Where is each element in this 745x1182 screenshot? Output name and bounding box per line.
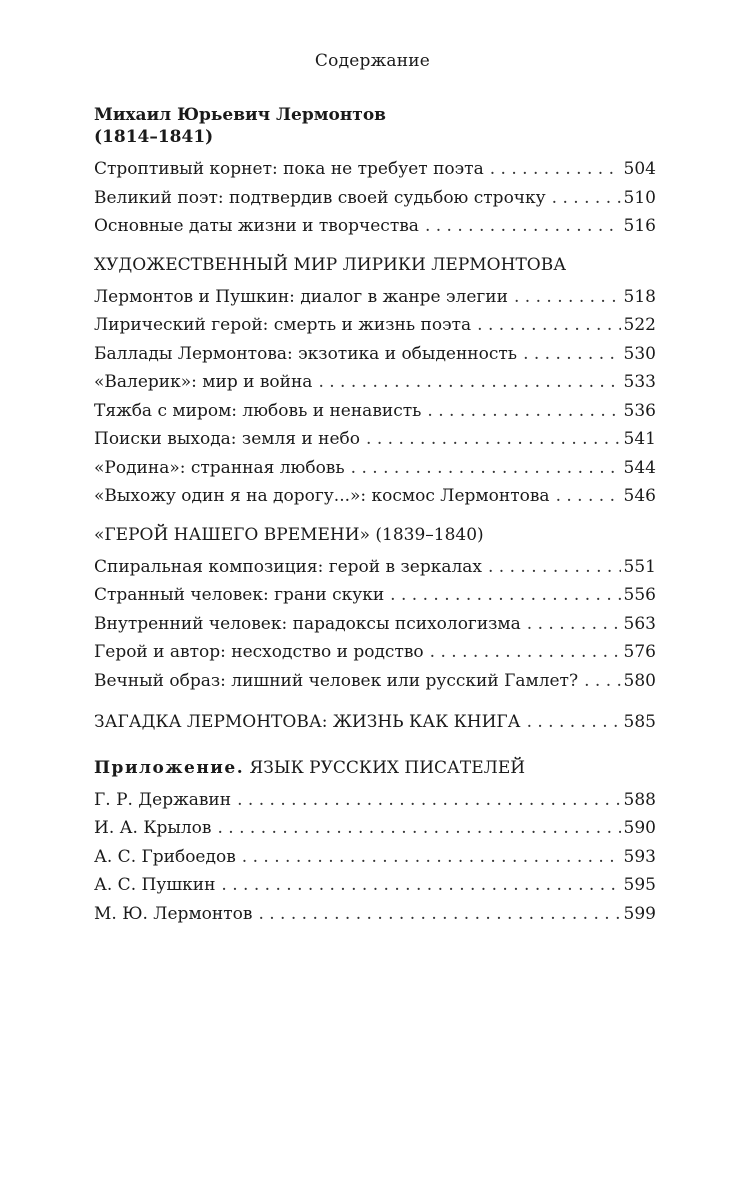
toc-entry[interactable] (94, 843, 656, 872)
toc-entry-page: 518 (623, 286, 656, 307)
section-heading (94, 104, 656, 148)
dot-leader (488, 553, 621, 582)
toc-entry-page: 588 (623, 789, 656, 810)
dot-leader (523, 340, 620, 369)
toc-entry-page: 580 (623, 670, 656, 691)
toc-entry-page: 551 (623, 556, 656, 577)
toc-entry[interactable] (94, 283, 656, 312)
toc-entry[interactable] (94, 553, 656, 582)
dot-leader (221, 871, 620, 900)
toc-entry[interactable] (94, 871, 656, 900)
toc-entry-page: 510 (623, 187, 656, 208)
section-heading: «ГЕРОЙ НАШЕГО ВРЕМЕНИ» (1839–1840) (94, 524, 484, 545)
toc-entry-title: А. С. Пушкин (94, 875, 216, 895)
section-heading (94, 757, 656, 779)
dot-leader (430, 638, 621, 667)
toc-entry-page: 585 (623, 712, 656, 732)
section-heading-author: Михаил Юрьевич Лермонтов (94, 105, 386, 125)
toc-entry-title: Странный человек: грани скуки (94, 585, 385, 605)
toc-entry-title: Поиски выхода: земля и небо (94, 429, 361, 449)
dot-leader (556, 482, 621, 511)
toc-entry-page: 504 (623, 159, 656, 179)
toc-entry-title: Спиральная композиция: герой в зеркалах (94, 556, 482, 577)
appendix-label: Приложение. (94, 757, 245, 778)
toc-entry[interactable] (94, 814, 656, 843)
toc-entry-title: «Родина»: странная любовь (94, 457, 345, 478)
toc-entry[interactable] (94, 340, 656, 369)
toc-entry-title: «Валерик»: мир и война (94, 372, 313, 392)
section-heading: ХУДОЖЕСТВЕННЫЙ МИР ЛИРИКИ ЛЕРМОНТОВА (94, 254, 567, 275)
toc-entry-title: Великий поэт: подтвердив своей судьбою строчку (94, 187, 546, 208)
toc-entry-title: Вечный образ: лишний человек или русский Гамлет? (94, 670, 579, 691)
toc-entry-page: 593 (623, 846, 656, 867)
dot-leader (552, 184, 621, 213)
toc-entry-page: 563 (623, 613, 656, 634)
dot-leader (351, 454, 621, 483)
appendix-title: ЯЗЫК РУССКИХ ПИСАТЕЛЕЙ (244, 757, 526, 778)
toc-entry[interactable] (94, 786, 656, 815)
section-heading-years: (1814–1841) (94, 127, 214, 147)
toc-entry-page: 544 (623, 457, 656, 478)
toc-entry[interactable] (94, 184, 656, 213)
toc-entry[interactable] (94, 397, 656, 426)
toc-entry-title: Баллады Лермонтова: экзотика и обыденность (94, 343, 518, 364)
dot-leader (242, 843, 621, 872)
toc-entry[interactable] (94, 454, 656, 483)
toc-entry-page: 541 (623, 429, 656, 449)
toc-entry-page: 599 (623, 903, 656, 924)
dot-leader (427, 397, 620, 426)
toc-entry[interactable] (94, 610, 656, 639)
toc-section-lyrics (94, 254, 656, 511)
dot-leader (527, 610, 621, 639)
dot-leader (318, 368, 620, 397)
toc-entry[interactable] (94, 311, 656, 340)
toc-entry-title: Лирический герой: смерть и жизнь поэта (94, 315, 472, 335)
toc-entry-title: Строптивый корнет: пока не требует поэта (94, 159, 484, 179)
page-title: Содержание (314, 51, 431, 71)
dot-leader (218, 814, 621, 843)
dot-leader (390, 581, 620, 610)
toc-entry-title: Внутренний человек: парадоксы психологизма (94, 613, 521, 634)
toc-entry-title: Г. Р. Державин (94, 789, 232, 810)
toc-entry-page: 533 (623, 372, 656, 392)
toc-section-lermontov (94, 104, 656, 241)
dot-leader (490, 155, 621, 184)
dot-leader (584, 667, 620, 696)
toc-entry-page: 522 (623, 315, 656, 335)
toc-entry-title: Лермонтов и Пушкин: диалог в жанре элегии (94, 286, 508, 307)
toc-entry[interactable] (94, 425, 656, 454)
toc-entry-title: «Выхожу один я на дорогу...»: космос Лермонтова (94, 486, 550, 506)
toc-entry[interactable] (94, 581, 656, 610)
toc-entry[interactable] (94, 900, 656, 929)
table-of-contents (94, 104, 656, 941)
toc-entry[interactable] (94, 638, 656, 667)
toc-section-hero (94, 524, 656, 696)
toc-entry-title: И. А. Крылов (94, 818, 212, 838)
toc-entry[interactable] (94, 667, 656, 696)
toc-entry[interactable] (94, 155, 656, 184)
toc-section-appendix (94, 757, 656, 929)
toc-entry[interactable] (94, 212, 656, 241)
dot-leader (477, 311, 620, 340)
toc-entry-title: Основные даты жизни и творчества (94, 216, 419, 236)
dot-leader (237, 786, 620, 815)
dot-leader (425, 212, 621, 241)
toc-entry-page: 546 (623, 486, 656, 506)
toc-entry-title: А. С. Грибоедов (94, 846, 236, 867)
dot-leader (514, 283, 621, 312)
toc-entry[interactable] (94, 482, 656, 511)
toc-entry-title: Тяжба с миром: любовь и ненависть (94, 400, 422, 421)
toc-entry-page: 530 (623, 343, 656, 364)
dot-leader (366, 425, 621, 454)
toc-entry[interactable] (94, 368, 656, 397)
toc-entry-page: 536 (623, 400, 656, 421)
toc-entry-title: ЗАГАДКА ЛЕРМОНТОВА: ЖИЗНЬ КАК КНИГА (94, 712, 521, 732)
toc-entry-page: 595 (623, 875, 656, 895)
toc-entry-page: 576 (623, 642, 656, 662)
toc-entry-title: М. Ю. Лермонтов (94, 903, 253, 924)
toc-entry-title: Герой и автор: несходство и родство (94, 642, 424, 662)
toc-entry[interactable] (94, 708, 656, 737)
toc-section-riddle (94, 708, 656, 737)
toc-entry-page: 556 (623, 585, 656, 605)
toc-entry-page: 590 (623, 818, 656, 838)
toc-entry-page: 516 (623, 216, 656, 236)
dot-leader (527, 708, 621, 737)
dot-leader (258, 900, 620, 929)
